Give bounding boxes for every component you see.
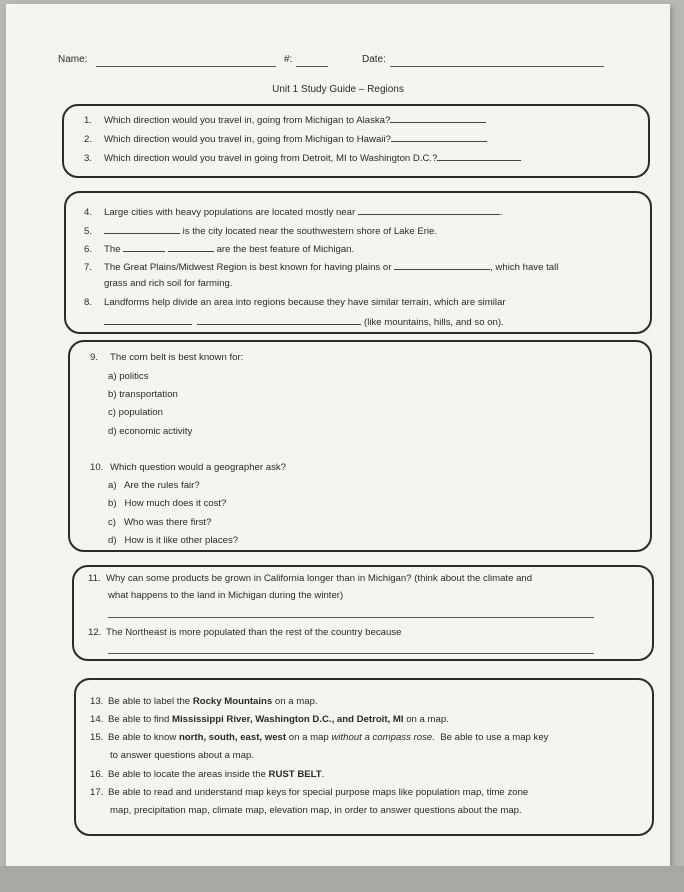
question-10-option-d: d) How is it like other places?: [108, 535, 239, 546]
question-10: 10. Which question would a geographer ask?: [90, 462, 286, 473]
question-9-option-a: a) politics: [108, 371, 149, 382]
background-strip: [0, 866, 684, 892]
section-box-2: [64, 191, 652, 334]
section-box-3: [68, 340, 652, 552]
item-14: 14. Be able to find Mississippi River, Washington D.C., and Detroit, MI on a map.: [90, 714, 449, 725]
number-label: #:: [284, 54, 293, 65]
item-16: 16. Be able to locate the areas inside the RUST BELT.: [90, 769, 325, 780]
question-7-line2: grass and rich soil for farming.: [104, 278, 233, 289]
name-line: [96, 66, 276, 67]
section-box-4: [72, 565, 654, 661]
question-8: 8. Landforms help divide an area into regions because they have similar terrain, which are similar: [84, 297, 506, 308]
page-title: Unit 1 Study Guide – Regions: [272, 84, 404, 95]
item-15: 15. Be able to know north, south, east, west on a map without a compass rose. Be able to use a map key: [90, 732, 549, 743]
question-9: 9. The corn belt is best known for:: [90, 352, 244, 363]
question-6: 6. The are the best feature of Michigan.: [84, 244, 355, 255]
question-11: 11. Why can some products be grown in California longer than in Michigan? (think about the climate and: [88, 573, 533, 584]
worksheet-page: [6, 4, 670, 866]
section-box-1: [62, 104, 650, 178]
item-17-line2: map, precipitation map, climate map, elevation map, in order to answer questions about the map.: [110, 805, 522, 816]
question-11-line2: what happens to the land in Michigan during the winter): [108, 590, 344, 601]
question-5: 5. is the city located near the southwestern shore of Lake Erie.: [84, 226, 438, 237]
question-4: 4. Large cities with heavy populations are located mostly near .: [84, 207, 503, 218]
question-10-option-c: c) Who was there first?: [108, 517, 212, 528]
section-box-5: [74, 678, 654, 836]
question-11-answer-line: [108, 617, 594, 618]
question-8-line2: (like mountains, hills, and so on).: [104, 315, 504, 329]
date-line: [390, 66, 604, 67]
question-7: 7. The Great Plains/Midwest Region is best known for having plains or , which have tall: [84, 262, 559, 273]
question-10-option-b: b) How much does it cost?: [108, 498, 227, 509]
question-9-option-d: d) economic activity: [108, 426, 193, 437]
question-12: 12. The Northeast is more populated than the rest of the country because: [88, 627, 402, 638]
name-label: Name:: [58, 54, 88, 65]
question-2: 2. Which direction would you travel in, going from Michigan to Hawaii?: [84, 132, 487, 146]
question-3: 3. Which direction would you travel in going from Detroit, MI to Washington D.C.?: [84, 151, 521, 165]
question-9-option-b: b) transportation: [108, 389, 178, 400]
question-10-option-a: a) Are the rules fair?: [108, 480, 200, 491]
item-13: 13. Be able to label the Rocky Mountains on a map.: [90, 696, 318, 707]
date-label: Date:: [362, 54, 386, 65]
question-1: 1. Which direction would you travel in, going from Michigan to Alaska?: [84, 113, 486, 127]
item-17: 17. Be able to read and understand map keys for special purpose maps like population map, time zone: [90, 787, 529, 798]
number-line: [296, 66, 328, 67]
question-9-option-c: c) population: [108, 407, 163, 418]
item-15-line2: to answer questions about a map.: [110, 750, 254, 761]
header-row: [58, 54, 618, 70]
question-12-answer-line: [108, 653, 594, 654]
